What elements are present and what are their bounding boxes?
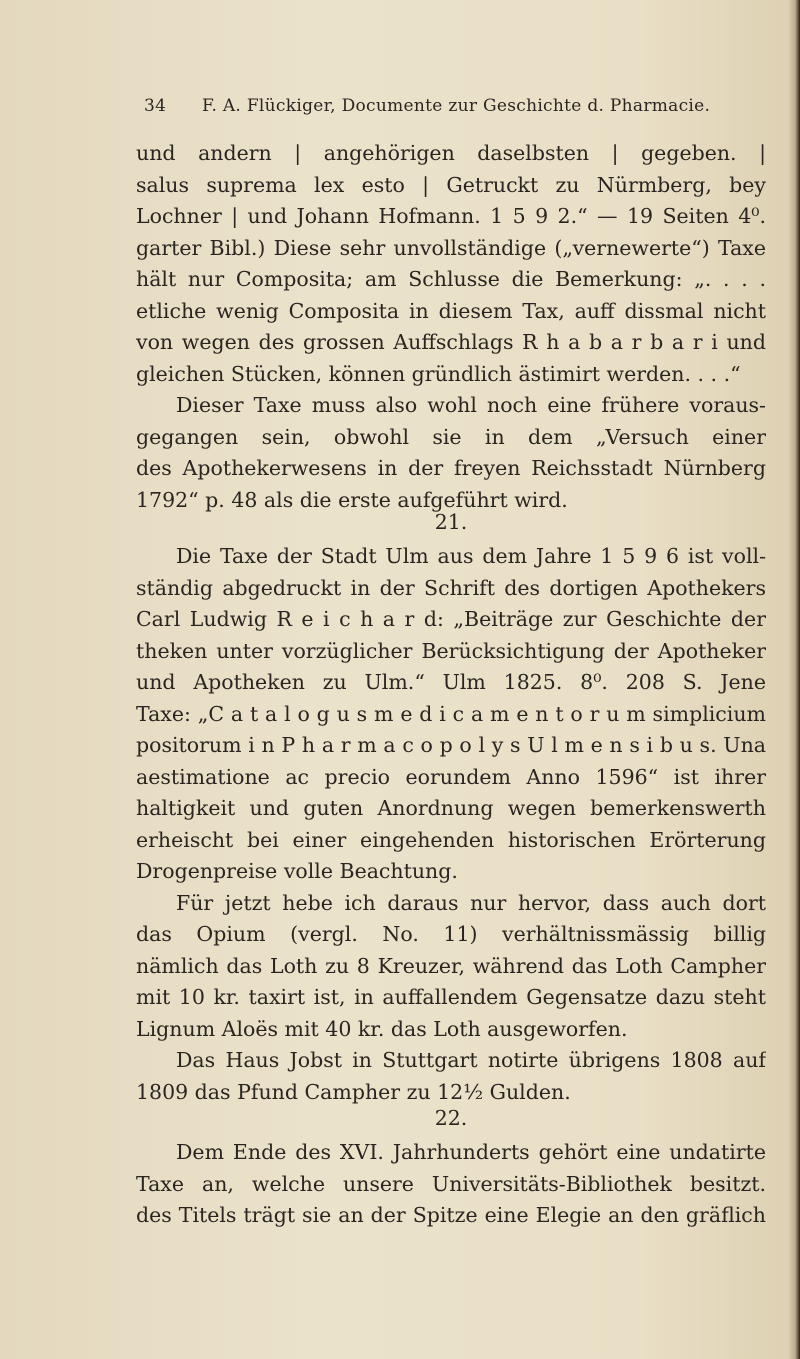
- text-line: erheischt bei einer eingehenden historischen Erörterung: [136, 827, 766, 852]
- page-edge-shadow: [788, 0, 800, 1359]
- text-line: theken unter vorzüglicher Berücksichtigung der Apotheker: [136, 638, 766, 663]
- paragraph-block-1: [136, 138, 766, 516]
- text-line: Die Taxe der Stadt Ulm aus dem Jahre 1 5 9 6 ist voll-: [176, 544, 766, 568]
- text-line: Dem Ende des XVI. Jahrhunderts gehört eine undatirte: [176, 1140, 766, 1164]
- text-line: garter Bibl.) Diese sehr unvollständige („vernewerte“) Taxe: [136, 235, 766, 260]
- text-line: nämlich das Loth zu 8 Kreuzer, während das Loth Campher: [136, 953, 766, 978]
- paragraph-block-3: [136, 1137, 766, 1232]
- text-line: gleichen Stücken, können gründlich ästimirt werden. . . .“: [136, 361, 741, 386]
- text-line: und Apotheken zu Ulm.“ Ulm 1825. 8⁰. 208 S. Jene: [136, 670, 766, 694]
- text-line: des Titels trägt sie an der Spitze eine Elegie an den gräflich: [136, 1203, 766, 1227]
- text-line: Dieser Taxe muss also wohl noch eine frühere voraus-: [176, 393, 766, 417]
- text-line: Das Haus Jobst in Stuttgart notirte übrigens 1808 auf: [176, 1048, 766, 1072]
- text-line: Lochner | und Johann Hofmann. 1 5 9 2.“ — 19 Seiten 4⁰.: [136, 204, 766, 228]
- text-line: Lignum Aloës mit 40 kr. das Loth ausgeworfen.: [136, 1016, 628, 1041]
- running-title: F. A. Flückiger, Documente zur Geschichte d. Pharmacie.: [202, 96, 711, 116]
- text-line: etliche wenig Composita in diesem Tax, auff dissmal nicht: [136, 298, 766, 323]
- text-line: von wegen des grossen Auffschlags R h a b a r b a r i und: [136, 330, 766, 354]
- text-line: Taxe an, welche unsere Universitäts-Bibliothek besitzt.: [136, 1171, 766, 1196]
- text-line: Taxe: „C a t a l o g u s m e d i c a m e n t o r u m simplicium: [136, 701, 766, 726]
- text-line: Drogenpreise volle Beachtung.: [136, 859, 458, 883]
- text-line: des Apothekerwesens in der freyen Reichsstadt Nürnberg: [136, 456, 766, 480]
- text-line: mit 10 kr. taxirt ist, in auffallendem Gegensatze dazu steht: [136, 985, 766, 1009]
- text-line: hält nur Composita; am Schlusse die Bemerkung: „. . . .: [136, 267, 766, 291]
- page-number: 34: [144, 96, 167, 116]
- text-line: 1809 das Pfund Campher zu 12½ Gulden.: [136, 1079, 571, 1104]
- text-line: Carl Ludwig R e i c h a r d: „Beiträge zur Geschichte der: [136, 607, 766, 631]
- text-line: positorum i n P h a r m a c o p o l y s U l m e n s i b u s. Una: [136, 733, 766, 757]
- section-number-22: 22.: [434, 1106, 468, 1130]
- text-line: haltigkeit und guten Anordnung wegen bemerkenswerth: [136, 796, 766, 820]
- text-line: Für jetzt hebe ich daraus nur hervor, dass auch dort: [176, 890, 766, 915]
- text-line: gegangen sein, obwohl sie in dem „Versuch einer: [136, 424, 766, 449]
- text-line: das Opium (vergl. No. 11) verhältnissmässig billig: [136, 922, 766, 946]
- text-line: ständig abgedruckt in der Schrift des dortigen Apothekers: [136, 575, 766, 600]
- paragraph-block-2: [136, 541, 766, 1108]
- text-line: aestimatione ac precio eorundem Anno 1596“ ist ihrer: [136, 764, 766, 789]
- section-number-21: 21.: [434, 510, 468, 534]
- text-line: salus suprema lex esto | Getruckt zu Nürmberg, bey: [136, 172, 766, 197]
- text-line: 1792“ p. 48 als die erste aufgeführt wird.: [136, 487, 568, 512]
- page-header: [144, 96, 711, 122]
- text-line: und andern | angehörigen daselbsten | gegeben. |: [136, 141, 766, 165]
